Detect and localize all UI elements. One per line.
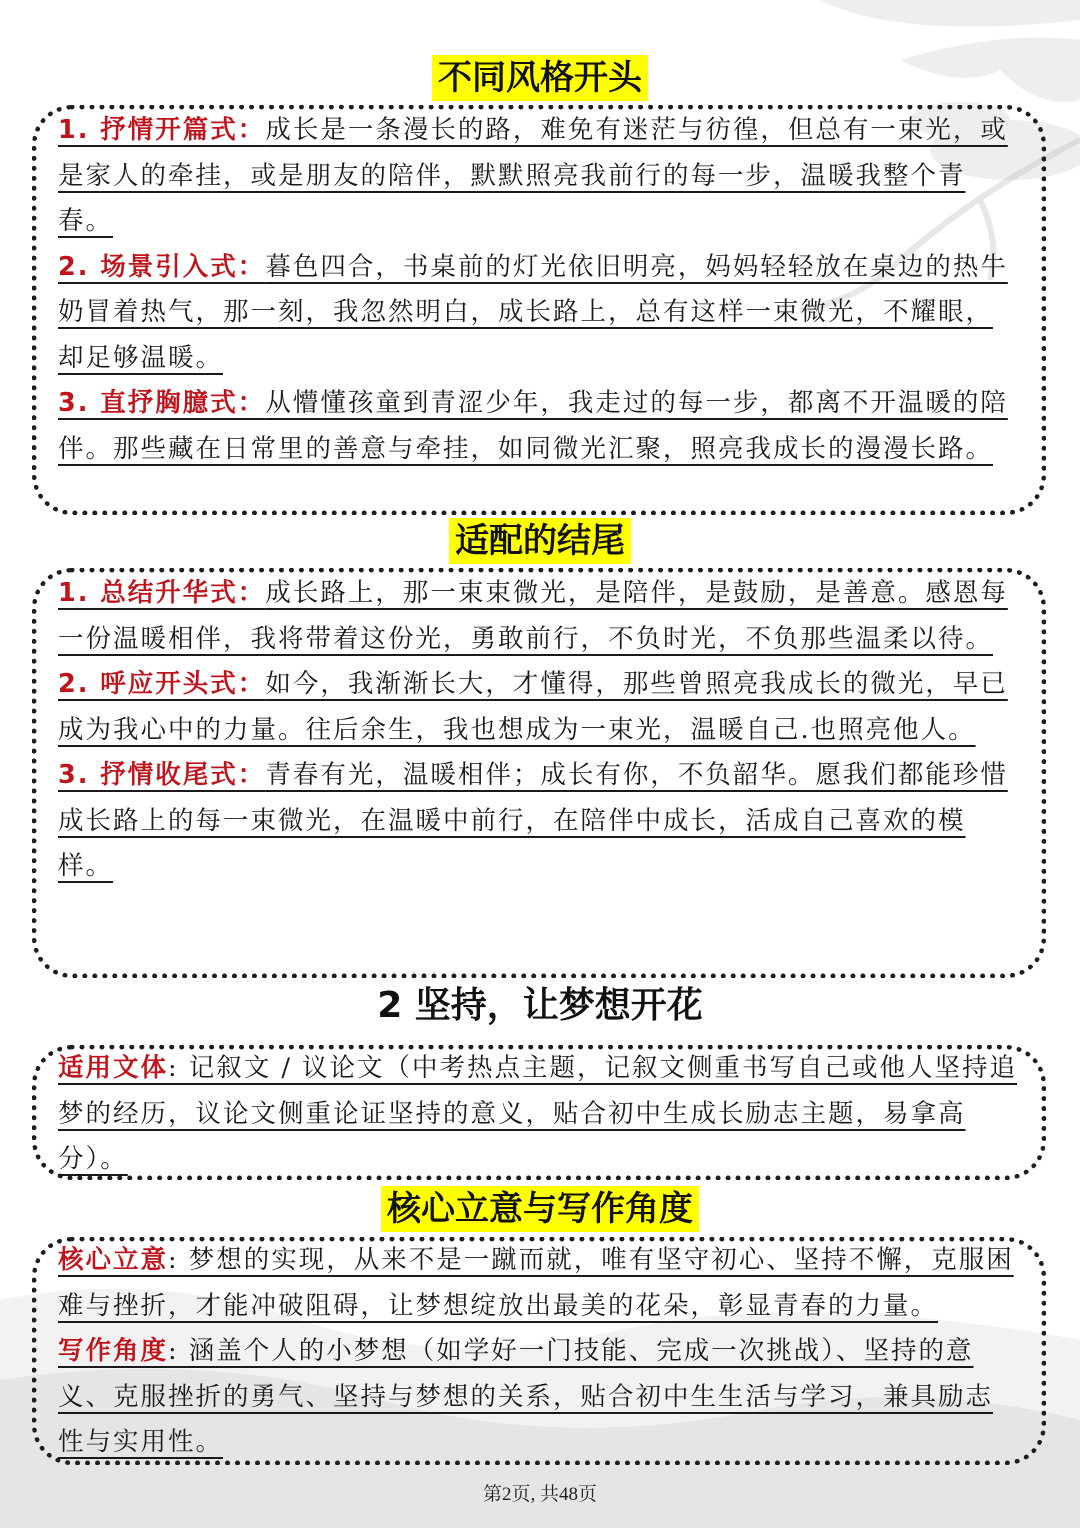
item-label: 1. 总结升华式： <box>58 578 266 608</box>
item-label: 2. 呼应开头式： <box>58 669 266 699</box>
item-text: 成长路上，那一束束微光，是陪伴，是鼓励，是善意。感恩每一份温暖相伴，我将带着这份光，勇敢前行，不负时光，不负那些温柔以待。 <box>58 578 1008 654</box>
item-text: 从懵懂孩童到青涩少年，我走过的每一步，都离不开温暖的陪伴。那些藏在日常里的善意与牵挂，如同微光汇聚，照亮我成长的漫漫长路。 <box>58 388 1008 464</box>
item-label: 3. 直抒胸臆式： <box>58 388 266 418</box>
item-label: 写作角度 <box>58 1336 169 1366</box>
genre-text: : 记叙文 / 议论文（中考热点主题，记叙文侧重书写自己或他人坚持追梦的经历，议论文侧重论证坚持的意义，贴合初中生成长励志主题，易拿高分）。 <box>58 1053 1018 1174</box>
heading-highlight: 适配的结尾 <box>449 518 631 564</box>
section-heading-endings <box>0 518 1080 564</box>
opening-item-3 <box>58 381 1018 472</box>
item-label: 1. 抒情开篇式： <box>58 115 266 145</box>
section-heading-openings <box>0 55 1080 101</box>
item-text: 成长是一条漫长的路，难免有迷茫与彷徨，但总有一束光，或是家人的牵挂，或是朋友的陪伴，默默照亮我前行的每一步，温暖我整个青春。 <box>58 115 1008 236</box>
genre-paragraph <box>58 1046 1018 1183</box>
page-footer: 第2页, 共48页 <box>482 1484 597 1505</box>
item-label: 3. 抒情收尾式： <box>58 760 266 790</box>
item-label: 核心立意 <box>58 1245 169 1275</box>
endings-list <box>58 571 1018 890</box>
item-text: : 梦想的实现，从来不是一蹴而就，唯有坚守初心、坚持不懈，克服困难与挫折，才能冲破阻碍，让梦想绽放出最美的花朵，彰显青春的力量。 <box>58 1245 1014 1321</box>
opening-item-1 <box>58 108 1018 245</box>
item-text: 青春有光，温暖相伴；成长有你，不负韶华。愿我们都能珍惜成长路上的每一束微光，在温暖中前行，在陪伴中成长，活成自己喜欢的模样。 <box>58 760 1008 881</box>
item-text: 暮色四合，书桌前的灯光依旧明亮，妈妈轻轻放在桌边的热牛奶冒着热气，那一刻，我忽然明白，成长路上，总有这样一束微光，不耀眼，却足够温暖。 <box>58 251 1008 373</box>
opening-item-2 <box>58 245 1018 382</box>
genre-label: 适用文体 <box>58 1053 169 1083</box>
section-heading-core <box>0 1186 1080 1232</box>
heading-highlight: 不同风格开头 <box>432 55 648 101</box>
core-item-1 <box>58 1238 1018 1329</box>
openings-list <box>58 108 1018 472</box>
ending-item-3 <box>58 753 1018 890</box>
topic-title: 2 坚持，让梦想开花 <box>377 985 703 1026</box>
ending-item-1 <box>58 571 1018 662</box>
ending-item-2 <box>58 662 1018 753</box>
item-text: : 涵盖个人的小梦想（如学好一门技能、完成一次挑战）、坚持的意义、克服挫折的勇气、坚持与梦想的关系，贴合初中生生活与学习，兼具励志性与实用性。 <box>58 1336 994 1457</box>
genre-block <box>58 1046 1018 1183</box>
item-text: 如今，我渐渐长大，才懂得，那些曾照亮我成长的微光，早已成为我心中的力量。往后余生，我也想成为一束光，温暖自己.也照亮他人。 <box>58 669 1008 745</box>
core-list <box>58 1238 1018 1466</box>
heading-highlight: 核心立意与写作角度 <box>381 1186 699 1232</box>
core-item-2 <box>58 1329 1018 1466</box>
item-label: 2. 场景引入式： <box>58 251 266 282</box>
